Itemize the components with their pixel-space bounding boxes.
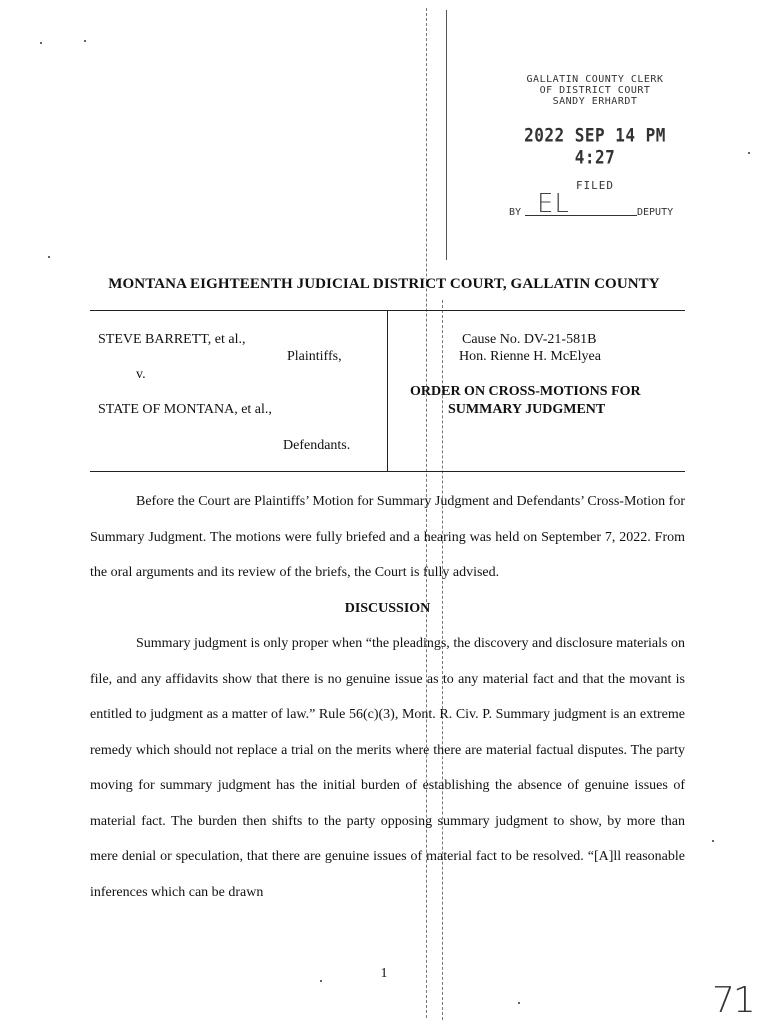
summary-judgment-paragraph: Summary judgment is only proper when “the pleadings, the discovery and disclosure materials on file, and any affidavits show that there is no genuine issue as to any material fact and that the movant is entitled to judgment as a matter of law.” Rule 56(c)(3), Mont. R. Civ. P. Summary judgment is an extreme remedy which should not replace a trial on the merits where there are material factual disputes. The party moving for summary judgment has the initial burden of establishing the absence of genuine issues of material fact. The burden then shifts to the party opposing summary judgment to show, by more than mere denial or speculation, that there are genuine issues of material fact to be resolved. “[A]ll reasonable inferences which can be drawn — [90, 636, 685, 900]
caption-judge: Hon. Rienne H. McElyea — [459, 349, 601, 364]
stamp-date: 2022 SEP 14 PM 4:27 — [524, 124, 666, 168]
caption-defendant: STATE OF MONTANA, et al., — [98, 402, 272, 417]
stamp-by-label: BY — [509, 207, 522, 218]
page-number: 1 — [380, 966, 388, 981]
discussion-heading: DISCUSSION — [344, 600, 431, 616]
caption-plaintiffs-label: Plaintiffs, — [287, 349, 342, 364]
handwritten-page-mark: 71 — [712, 980, 754, 1021]
stamp-filed: FILED — [575, 179, 615, 192]
scan-fold-line-secondary — [446, 10, 447, 260]
scan-speck — [84, 40, 86, 42]
scan-speck — [48, 256, 50, 258]
caption-versus: v. — [136, 367, 146, 382]
scan-speck — [712, 840, 714, 842]
filing-stamp — [505, 74, 685, 219]
stamp-initials-signature: EL — [537, 189, 570, 219]
stamp-deputy-label: DEPUTY — [637, 207, 674, 218]
stamp-clerk-line: SANDY ERHARDT — [552, 96, 638, 107]
scan-speck — [748, 152, 750, 154]
stamp-clerk-line: OF DISTRICT COURT — [539, 85, 651, 96]
scan-speck — [518, 1002, 520, 1004]
caption-divider — [387, 310, 388, 471]
scan-speck — [40, 42, 42, 44]
caption-cause-number: Cause No. DV-21-581B — [462, 332, 597, 347]
caption-plaintiff: STEVE BARRETT, et al., — [98, 332, 246, 347]
court-title: MONTANA EIGHTEENTH JUDICIAL DISTRICT COURT, GALLATIN COUNTY — [108, 276, 660, 292]
caption-defendants-label: Defendants. — [283, 438, 351, 453]
intro-paragraph: Before the Court are Plaintiffs’ Motion for Summary Judgment and Defendants’ Cross-Motion for Summary Judgment. The motions were fully briefed and a hearing was held on September 7, 2022. From the oral arguments and its review of the briefs, the Court is fully advised. — [90, 494, 686, 580]
caption-bottom-rule — [90, 471, 685, 472]
stamp-clerk-line: GALLATIN COUNTY CLERK — [526, 74, 664, 85]
order-body — [90, 484, 685, 910]
order-title-line-2: SUMMARY JUDGMENT — [448, 402, 606, 417]
order-title-line-1: ORDER ON CROSS-MOTIONS FOR — [410, 384, 641, 399]
stamp-signature-line — [525, 215, 637, 216]
